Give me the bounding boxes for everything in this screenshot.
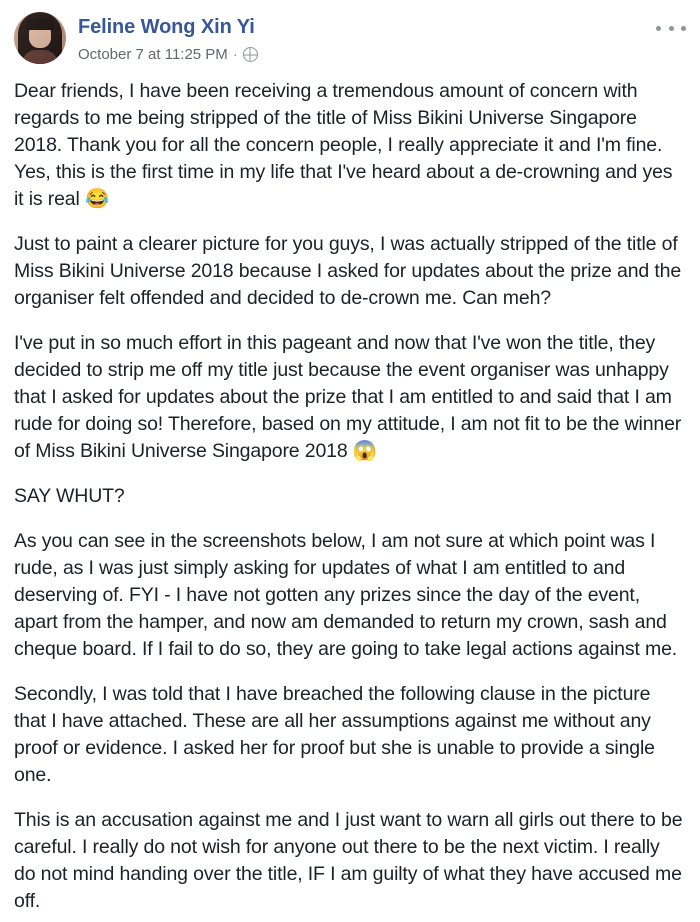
post-meta	[78, 45, 686, 64]
post-paragraph: This is an accusation against me and I just want to warn all girls out there to be careful. I really do not wish for anyone out there to be the next victim. I really do not mind handing over the title, IF I am guilty of what they have accused me off.	[14, 809, 683, 912]
ellipsis-dot	[656, 26, 661, 31]
post-body	[14, 70, 686, 915]
post-header-text	[78, 12, 686, 64]
ellipsis-dot	[669, 26, 674, 31]
avatar[interactable]	[14, 12, 66, 64]
ellipsis-icon[interactable]	[656, 18, 686, 38]
author-name[interactable]: Feline Wong Xin Yi	[78, 16, 255, 38]
post-paragraph: SAY WHUT?	[14, 485, 125, 507]
post-paragraph: As you can see in the screenshots below, I am not sure at which point was I rude, as I was just simply asking for updates of what I am entitled to and deserving of. FYI - I have not gotten any prizes since the day of the event, apart from the hamper, and now am demanded to return my crown, sash and cheque board. If I fail to do so, they are going to take legal actions against me.	[14, 530, 678, 660]
meta-separator: ·	[232, 46, 238, 63]
globe-icon[interactable]	[243, 47, 258, 62]
post-paragraph: Secondly, I was told that I have breached the following clause in the picture that I have attached. These are all her assumptions against me without any proof or evidence. I asked her for proof but she is unable to provide a single one.	[14, 683, 655, 786]
post-paragraph: Dear friends, I have been receiving a tremendous amount of concern with regards to me being stripped of the title of Miss Bikini Universe Singapore 2018. Thank you for all the concern people, I really appreciate it and I'm fine. Yes, this is the first time in my life that I've heard about a de-crowning and yes it is real 😂	[14, 80, 673, 210]
post-timestamp[interactable]: October 7 at 11:25 PM	[78, 46, 228, 63]
post-paragraph: Just to paint a clearer picture for you guys, I was actually stripped of the title of Miss Bikini Universe 2018 because I asked for updates about the prize and the organiser felt offended and decided to de-crown me. Can meh?	[14, 233, 682, 309]
avatar-shade	[14, 12, 66, 64]
post-header	[14, 10, 686, 70]
post-paragraph: I've put in so much effort in this pageant and now that I've won the title, they decided to strip me off my title just because the event organiser was unhappy that I asked for updates about the prize that I am entitled to and said that I am rude for doing so! Therefore, based on my attitude, I am not fit to be the winner of Miss Bikini Universe Singapore 2018 😱	[14, 332, 682, 462]
ellipsis-dot	[681, 26, 686, 31]
